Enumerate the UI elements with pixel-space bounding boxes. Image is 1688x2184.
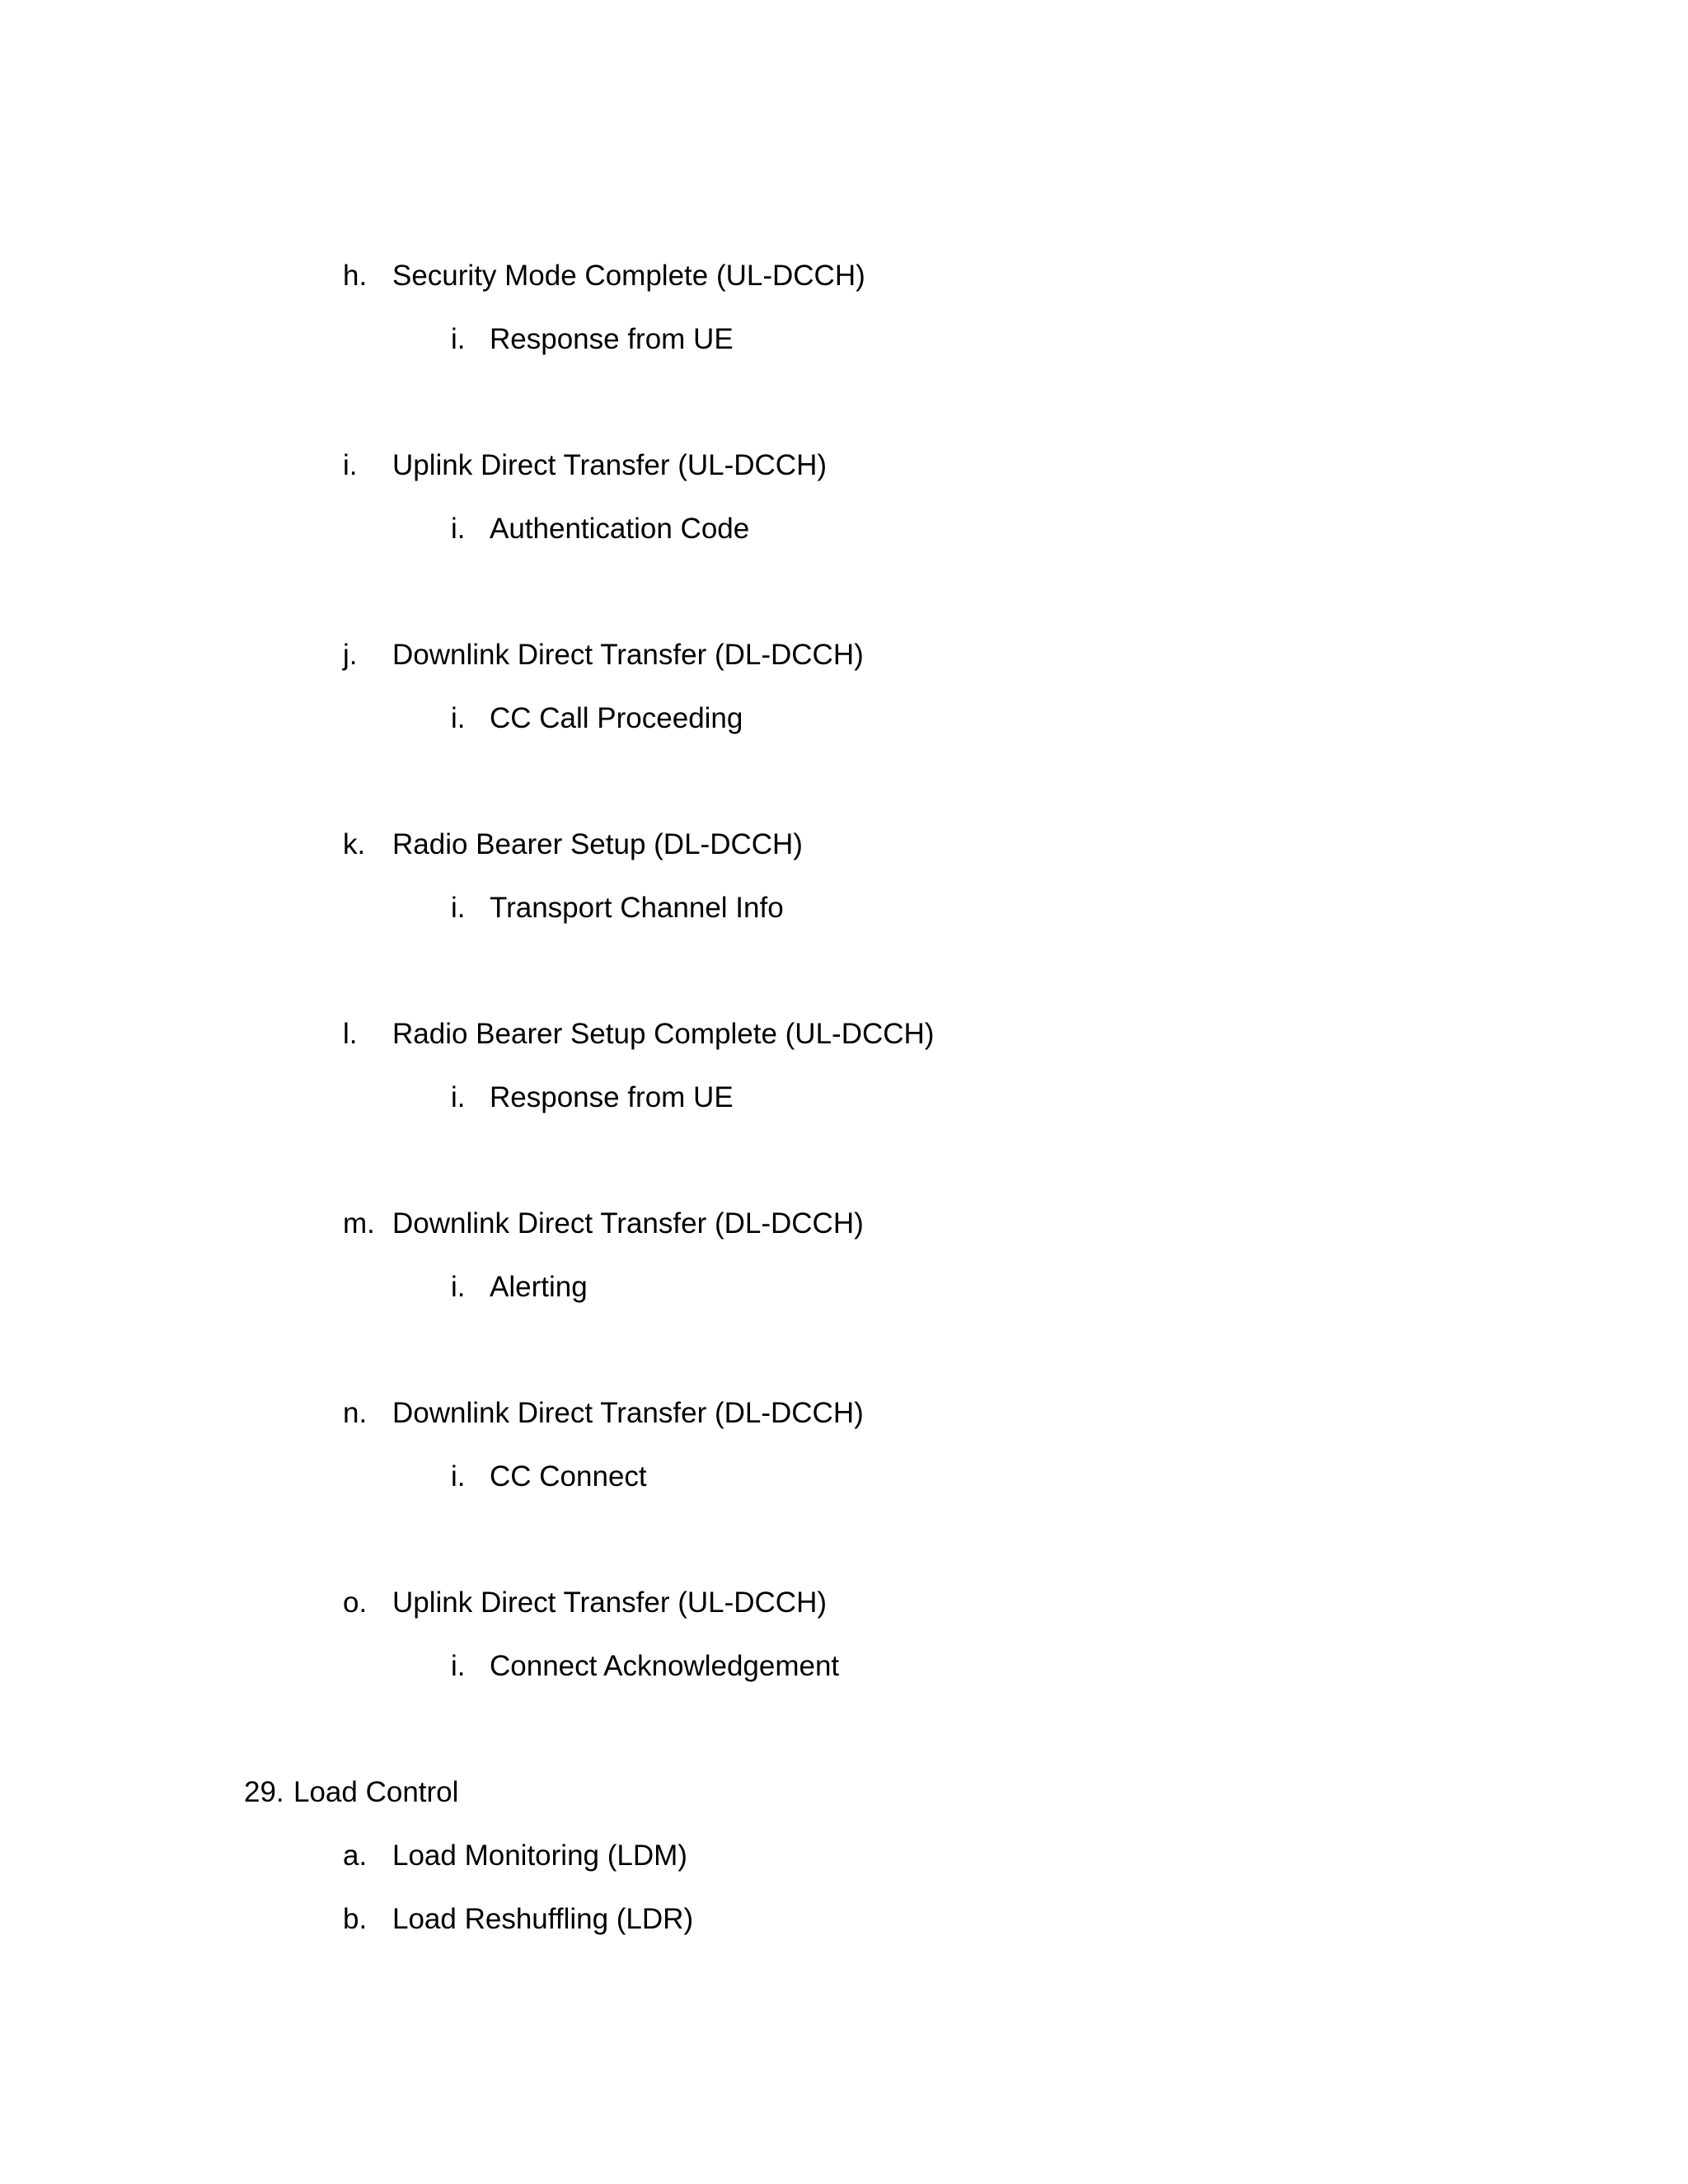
list-item-text: Radio Bearer Setup (DL-DCCH) bbox=[392, 828, 803, 860]
list-marker: 29. bbox=[244, 1776, 284, 1808]
list-marker: i. bbox=[451, 323, 466, 355]
list-item-text: Downlink Direct Transfer (DL-DCCH) bbox=[392, 1207, 864, 1240]
list-marker: i. bbox=[451, 1081, 466, 1113]
list-marker: h. bbox=[343, 260, 368, 292]
list-marker: i. bbox=[343, 449, 358, 481]
list-item-text: Security Mode Complete (UL-DCCH) bbox=[392, 260, 865, 292]
list-marker: l. bbox=[343, 1018, 358, 1050]
list-item-text: Radio Bearer Setup Complete (UL-DCCH) bbox=[392, 1018, 935, 1050]
list-item-text: Downlink Direct Transfer (DL-DCCH) bbox=[392, 639, 864, 671]
list-marker: k. bbox=[343, 828, 366, 860]
list-marker: o. bbox=[343, 1586, 368, 1619]
list-item-text: Uplink Direct Transfer (UL-DCCH) bbox=[392, 449, 828, 481]
list-marker: a. bbox=[343, 1840, 368, 1872]
list-marker: j. bbox=[343, 639, 358, 671]
list-item-text: CC Call Proceeding bbox=[490, 702, 743, 734]
list-item-text: Downlink Direct Transfer (DL-DCCH) bbox=[392, 1397, 864, 1429]
list-item-text: Connect Acknowledgement bbox=[490, 1650, 840, 1682]
list-item-text: Load Monitoring (LDM) bbox=[392, 1840, 687, 1872]
list-item-text: Alerting bbox=[490, 1271, 588, 1303]
list-item-text: Load Reshuffling (LDR) bbox=[392, 1903, 694, 1935]
list-marker: n. bbox=[343, 1397, 368, 1429]
list-item-text: Transport Channel Info bbox=[490, 892, 784, 924]
list-marker: i. bbox=[451, 892, 466, 924]
list-marker: i. bbox=[451, 1460, 466, 1493]
list-item-text: Authentication Code bbox=[490, 513, 750, 545]
list-marker: m. bbox=[343, 1207, 375, 1240]
list-item-text: Uplink Direct Transfer (UL-DCCH) bbox=[392, 1586, 828, 1619]
list-item-text: Response from UE bbox=[490, 323, 734, 355]
list-marker: i. bbox=[451, 513, 466, 545]
list-marker: i. bbox=[451, 702, 466, 734]
section-heading: Load Control bbox=[293, 1776, 459, 1808]
list-marker: b. bbox=[343, 1903, 368, 1935]
list-item-text: CC Connect bbox=[490, 1460, 647, 1493]
list-marker: i. bbox=[451, 1271, 466, 1303]
list-marker: i. bbox=[451, 1650, 466, 1682]
list-item-text: Response from UE bbox=[490, 1081, 734, 1113]
